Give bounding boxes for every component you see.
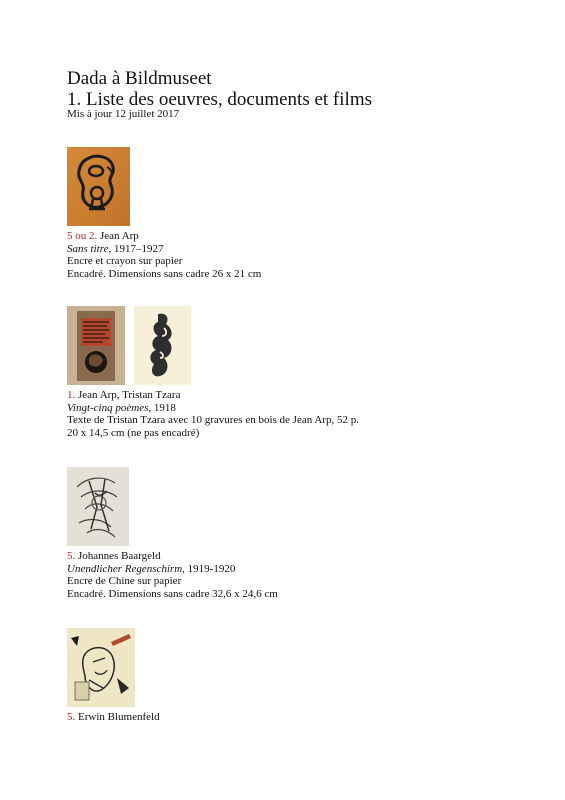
entry-work-title: Unendlicher Regenschirm bbox=[67, 562, 183, 575]
entry-medium: Encre et crayon sur papier bbox=[67, 255, 183, 267]
entry-dimensions: Encadré. Dimensions sans cadre 26 x 21 cm bbox=[67, 267, 262, 280]
book-cover-thumbnail bbox=[67, 306, 125, 385]
woodcut-thumbnail bbox=[134, 306, 191, 385]
entry-work-title: Vingt-cinq poèmes bbox=[67, 401, 149, 414]
entry-date: , 1917–1927 bbox=[108, 242, 164, 255]
entry-2 bbox=[67, 389, 359, 439]
entry-dimensions: 20 x 14,5 cm (ne pas encadré) bbox=[67, 426, 200, 439]
entry-dimensions: Encadré. Dimensions sans cadre 32,6 x 24,6 cm bbox=[67, 587, 278, 600]
entry-number: 5 ou 2. bbox=[67, 230, 98, 242]
page-title: Dada à Bildmuseet bbox=[67, 68, 212, 89]
entry-number: 5. bbox=[67, 711, 76, 723]
entry-artist: Erwin Blumenfeld bbox=[78, 711, 160, 723]
ink-drawing-orange-thumbnail bbox=[67, 147, 130, 226]
entry-number: 5. bbox=[67, 550, 76, 562]
update-date: Mis à jour 12 juillet 2017 bbox=[67, 108, 180, 120]
ink-drawing-grey-thumbnail bbox=[67, 467, 129, 546]
entry-date: , 1918 bbox=[148, 401, 176, 414]
entry-1 bbox=[67, 230, 261, 280]
entry-work-title: Sans titre bbox=[67, 242, 109, 255]
entry-description: Texte de Tristan Tzara avec 10 gravures en bois de Jean Arp, 52 p. bbox=[67, 414, 359, 426]
entry-artist: Jean Arp bbox=[100, 230, 139, 242]
entry-artist: Johannes Baargeld bbox=[78, 550, 161, 562]
entry-3 bbox=[67, 550, 278, 600]
page-subtitle: 1. Liste des oeuvres, documents et films bbox=[67, 89, 372, 110]
entry-number: 1. bbox=[67, 389, 76, 401]
entry-artist: Jean Arp, Tristan Tzara bbox=[78, 389, 181, 401]
collage-thumbnail bbox=[67, 628, 135, 707]
entry-4 bbox=[67, 711, 160, 724]
entry-date: , 1919-1920 bbox=[182, 562, 236, 575]
entry-medium: Encre de Chine sur papier bbox=[67, 575, 182, 587]
